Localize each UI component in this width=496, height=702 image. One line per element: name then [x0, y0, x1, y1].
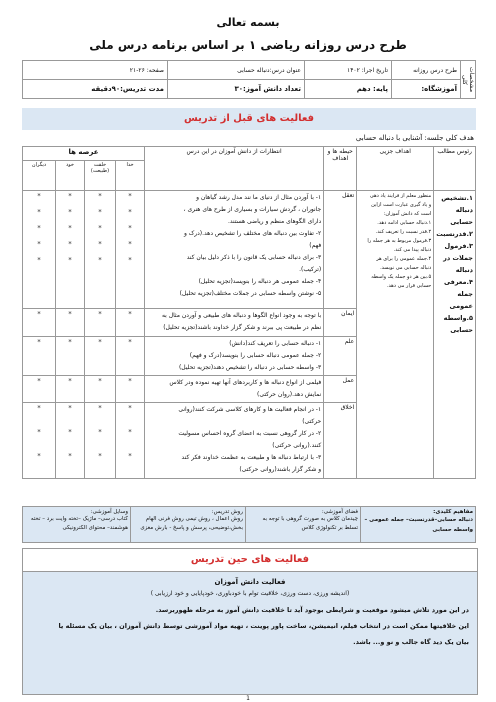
heads-header: رئوس مطالب [434, 147, 476, 191]
plan-type: طرح درس روزانه [392, 61, 461, 80]
goal-line [356, 134, 474, 142]
mark-self: * [56, 376, 85, 403]
space-label: فضای آموزشی: [321, 509, 358, 515]
mark-creation: * * * [85, 403, 116, 479]
space-cell [246, 507, 361, 543]
concepts-cell [361, 507, 476, 543]
student-activity-box [22, 571, 478, 695]
head-item: ۱.تشخیص دنباله حسابی [441, 194, 473, 226]
objective-line: ۱.دنباله حسابی ادامه دهد. [377, 220, 432, 226]
goal-label: هدف کلی جلسه: [424, 134, 474, 142]
mark-self: * * * * * [56, 191, 85, 309]
objective-line: ۲.قدر نسبت را تعریف کند. [375, 229, 432, 235]
objective-line: است که دانش آموزان: [383, 211, 432, 217]
expectation-line: دارای الگوهای منظم و ریاضی هستند. [227, 218, 322, 225]
expectation-cell [145, 376, 324, 403]
area-col-creation: خلقت (طبیعت) [85, 161, 116, 191]
mark-creation: * [85, 309, 116, 337]
head-item: ۵.واسطه حسابی [443, 314, 473, 334]
objective-line: ۴.جمله عمومی را برای هر [376, 256, 432, 262]
expectation-line: ۲- تفاوت بین دنباله های مختلف را تشخیص دهد.(درک و [184, 230, 322, 237]
domain-header: حیطه ها و اهداف [324, 147, 357, 191]
student-count: تعداد دانش آموز:۳۰ [168, 80, 305, 99]
during-teaching-title: فعالیت های حین تدریس [190, 554, 310, 565]
area-col-others: دیگران [23, 161, 56, 191]
mark-creation: * [85, 337, 116, 376]
mark-self: * [56, 309, 85, 337]
activity-paragraph-3: بیان یک دید گاه جالب و نو و... باشد. [353, 638, 469, 646]
expectation-line: ۵- نوشتن واسطه حسابی در جملات مختلف(تجزیه تحلیل) [179, 290, 322, 297]
expectation-line: ۱- با آوردن مثال از دنیای ما نند مدل رشد گیاهان و [196, 194, 322, 201]
domain-cell: عمل [324, 376, 357, 403]
expectation-line: کنند.(روانی حرکتی) [272, 442, 322, 449]
grade: پایه: دهم [305, 80, 392, 99]
mark-others: * * * [23, 403, 56, 479]
concepts-text: دنباله حسابی–قدرنسبت– جمله عمومی –واسطه حسابی [364, 517, 473, 533]
document-title: طرح درس روزانه ریاضی ۱ بر اساس برنامه درس ملی [89, 38, 407, 52]
page-number: 1 [246, 695, 250, 702]
pre-teaching-title: فعالیت های قبل از تدریس [183, 113, 315, 124]
mark-self: * [56, 337, 85, 376]
mark-god: * * * * * [116, 191, 145, 309]
expectation-line: فیلمی از انواع دنباله ها و کاربردهای آنها تهیه نموده ودر کلاس [169, 379, 322, 386]
lesson-title: عنوان درس:دنباله حسابی [168, 61, 305, 80]
tools-cell [23, 507, 131, 543]
objective-line: حسابی قرار می دهد. [386, 283, 432, 289]
mark-others: * [23, 337, 56, 376]
expectation-line: ۱- در انجام فعالیت ها و کارهای کلاسی شرکت کنند(روانی [178, 406, 322, 413]
mark-creation: * * * * * [85, 191, 116, 309]
exec-date: تاریخ اجرا: ۱۴۰۲ [305, 61, 392, 80]
expectation-line: جانوران ، گردش سیارات و بسیاری از طرح های هنری ، [183, 206, 322, 213]
expectations-header: انتظارات از دانش آموزان در این درس [145, 147, 324, 191]
expectation-line: ۳- برای دنباله حسابی یک قانون را با ذکر دلیل بیان کند [186, 254, 322, 261]
head-item: ۲.قدرنسبت [436, 230, 473, 238]
expectation-line: ۳- واسطه حسابی در دنباله را تشخیص دهند(تجزیه تحلیل) [178, 364, 322, 371]
methods-label: روش تدریس: [211, 509, 243, 515]
student-activity-heading: فعالیت دانش آموزان [214, 578, 286, 586]
objective-line: منظور معلم از فرایند یاد دهی [369, 193, 432, 199]
student-activity-values: (اندیشه ورزی، دست ورزی، خلاقیت توام با خودباوری، خودپایایی و خود ارزیابی ) [150, 590, 350, 597]
mark-god: * [116, 309, 145, 337]
domain-cell: اخلاق [324, 403, 357, 479]
objective-line: ۵.بین هر دو جمله یک واسطه [371, 274, 432, 280]
objective-line: دنباله پیدا می کند. [393, 247, 432, 253]
expectation-line: ۲- در کار گروهی نسبت به اعضای گروه احساس مسولیت [178, 430, 322, 437]
area-col-self: خود [56, 161, 85, 191]
expectation-cell [145, 403, 324, 479]
expectation-line: ۲- جمله عمومی دنباله حسابی را بنویسد(درک و فهم) [189, 352, 322, 359]
resources-strip [22, 506, 476, 543]
domain-cell: تعقل [324, 191, 357, 309]
bismillah: بسمه تعالی [216, 16, 280, 29]
objective-line: ۳.فرمول مربوط به هر جمله را [367, 238, 432, 244]
heads-cell [434, 191, 476, 479]
mark-god: * * * [116, 403, 145, 479]
head-item: ۴.معرفی جمله عمومی [443, 278, 473, 310]
activity-paragraph-2: این خلاقیتها ممکن است در انتخاب فیلم، انیمیشن، ساخت پاور پوینت ، تهیه مواد آموزشی توسط دانش آموزان ، بیان یک مسئله یا [58, 622, 469, 630]
expectation-line: و شکر گزار باشند(روانی حرکتی) [239, 466, 322, 473]
expectation-line: با توجه به وجود انواع الگوها و دنباله های طبیعی و آوردن مثال به [161, 312, 322, 319]
head-item: ۳.فرمول جملات در دنباله [443, 242, 473, 274]
expectation-cell [145, 309, 324, 337]
general-info-table [22, 60, 476, 99]
mark-god: * [116, 376, 145, 403]
mark-creation: * [85, 376, 116, 403]
mark-others: * * * * * [23, 191, 56, 309]
methods-cell [131, 507, 246, 543]
expectation-line: نمایش دهد.(روان حرکتی) [256, 391, 322, 398]
side-label: مشخصات کلی [461, 66, 475, 93]
planning-table [22, 146, 476, 479]
objectives-cell [357, 191, 434, 479]
mark-self: * * * [56, 403, 85, 479]
side-label-cell [461, 61, 476, 99]
domain-cell: علم [324, 337, 357, 376]
activity-paragraph-1: در این مورد تلاش میشود موقعیت و شرایطی بوجود آید تا خلاقیت دانش آموز به مرحله ظهوربرسد. [155, 606, 469, 614]
mark-god: * [116, 337, 145, 376]
during-teaching-band [22, 548, 478, 572]
tools-label: وسایل آموزشی: [90, 509, 128, 515]
mark-others: * [23, 376, 56, 403]
space-text: چیدمان کلاس به صورت گروهی با توجه به تسلط بر تکنولوژی کلاس [262, 516, 358, 531]
expectation-line: (ترکیب). [299, 266, 322, 273]
domain-cell: ایمان [324, 309, 357, 337]
expectation-line: ۱- دنباله حسابی را تعریف کند(دانش) [229, 340, 322, 347]
expectation-line: ۴- جمله عمومی هر دنباله را بنویسد(تجزیه تحلیل) [198, 278, 322, 285]
pre-teaching-band [22, 108, 476, 130]
expectation-line: نظم در طبیعت پی ببرند و شکر گزار خداوند باشند(تجزیه تحلیل) [163, 324, 322, 331]
concepts-label: مفاهیم کلیدی: [433, 509, 473, 515]
objective-line: دنباله حسابی می نویسد. [380, 265, 432, 271]
objectives-header: اهداف جزیی [357, 147, 434, 191]
mark-others: * [23, 309, 56, 337]
area-col-god: خدا [116, 161, 145, 191]
objective-line: و یاد گیری عبارت است ازاین [371, 202, 432, 208]
tools-text: کتاب درسی– ماژیک –تخته وایت برد – تخته هوشمند– محتوای الکترونیکی [30, 516, 128, 531]
expectation-cell [145, 337, 324, 376]
areas-header: عرصه ها [23, 147, 145, 161]
school: آموزشگاه: [392, 80, 461, 99]
expectation-line: حرکتی) [302, 418, 322, 425]
duration: مدت تدریس:۹۰دقیقه [23, 80, 168, 99]
methods-text: روش اعمال ، روش تیمی روش فرنی الهام بخش،توضیحی، پرسش و پاسخ - بارش مغزی [140, 516, 243, 531]
expectation-line: ۳- با ارتباط دنباله ها و طبیعت به عظمت خداوند فکر کند [181, 454, 322, 461]
expectation-cell [145, 191, 324, 309]
goal-text: آشنایی با دنباله حسابی [355, 134, 423, 142]
expectation-line: فهم) [309, 242, 322, 249]
page-range: صفحه: ۲۶-۲۱ [23, 61, 168, 80]
